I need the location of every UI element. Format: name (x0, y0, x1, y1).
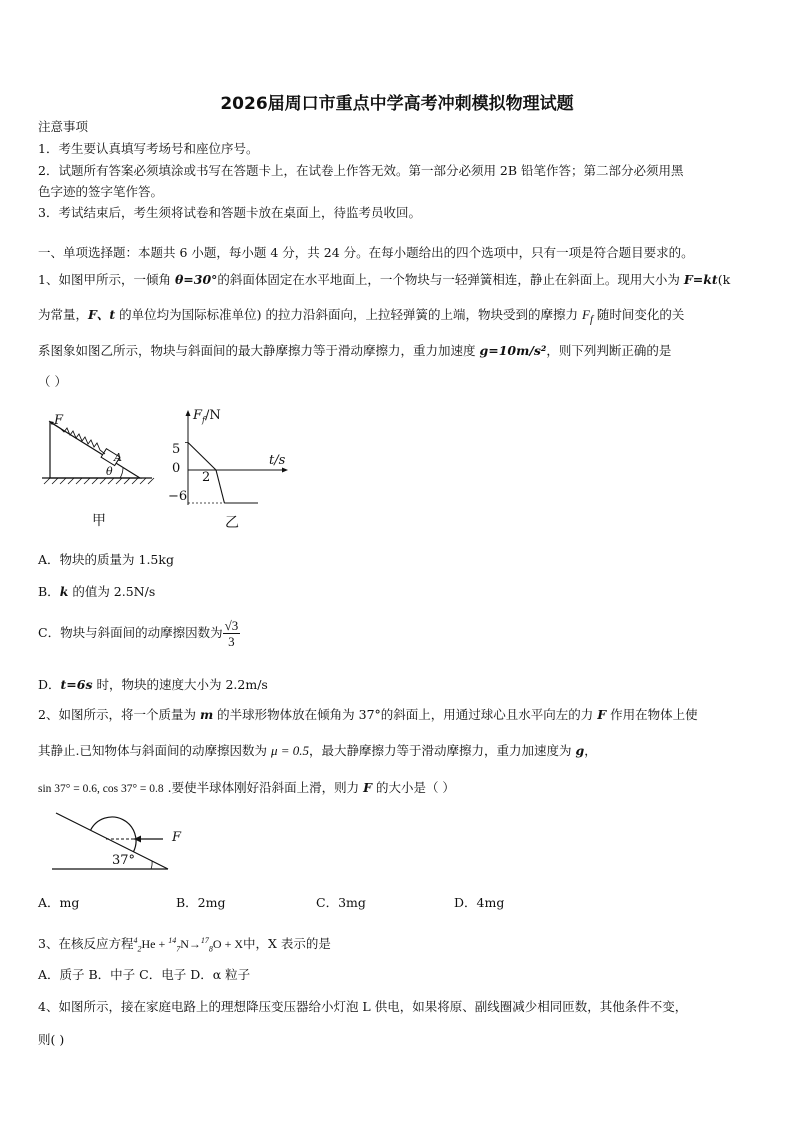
q1-option-c: C．物块与斜面间的动摩擦因数为 $\frac{√3}{3}$ (38, 618, 239, 649)
force-label: F (172, 830, 182, 845)
tick-label-0: 0 (172, 461, 181, 476)
q1-line-3 (38, 342, 671, 360)
notice-item-1: 1．考生要认真填写考场号和座位序号。 (38, 141, 259, 156)
fraction-sqrt3-over-3: $\frac{√3}{3}$ (224, 618, 239, 649)
tick-label-5: 5 (172, 442, 181, 457)
q1-text: (k (717, 272, 731, 287)
block-label: A (114, 451, 122, 464)
tick-label-2: 2 (202, 470, 211, 485)
force-label: F (54, 413, 64, 428)
notice-heading: 注意事项 (38, 119, 89, 134)
q1-text: 随时间变化的关 (592, 307, 685, 322)
notice-item-2-cont: 色字迹的签字笔作答。 (38, 184, 164, 199)
q2-figure (48, 810, 198, 875)
figure-caption-jia: 甲 (92, 513, 106, 529)
notice-item-3: 3．考试结束后，考生须将试卷和答题卡放在桌面上，待监考员收回。 (38, 205, 421, 220)
series-segment-0 (188, 443, 216, 471)
x-axis-arrow (282, 468, 288, 473)
y-axis-label: $F_f/N$ (193, 408, 221, 425)
q1-g: g=10m/s² (479, 343, 547, 358)
figure-caption-yi: 乙 (225, 515, 239, 531)
mu-value: μ = 0.5 (270, 743, 310, 758)
y-axis-arrow (186, 410, 191, 416)
q1-figure-yi (165, 405, 295, 530)
notice-item-2: 2．试题所有答案必须填涂或书写在答题卡上，在试卷上作答无效。第一部分必须用 2B 铅笔作答；第二部分必须用黑 (38, 163, 684, 178)
q1-fkt: F=kt (683, 272, 718, 287)
q1-text: ，则下列判断正确的是 (546, 343, 672, 358)
q4-line-1: 4、如图所示，接在家庭电路上的理想降压变压器给小灯泡 L 供电，如果将原、副线圈减少相同匝数，其他条件不变， (38, 999, 688, 1014)
q1-ff: $F_f$ (581, 307, 593, 326)
q1-option-b: B．k 的值为 2.5N/s (38, 584, 156, 599)
q1-line-2 (38, 306, 684, 329)
q4-line-2: 则( ) (38, 1032, 65, 1047)
q1-theta: θ=30° (174, 272, 218, 287)
q1-option-d: D．t=6s 时，物块的速度大小为 2.2m/s (38, 677, 268, 692)
q1-text: 系图象如图乙所示，物块与斜面间的最大静摩擦力等于滑动摩擦力，重力加速度 (38, 343, 480, 358)
q1-text: 的单位均为国际标准单位) 的拉力沿斜面向，上拉轻弹簧的上端，物块受到的摩擦力 (115, 307, 582, 322)
q2-option-d: D．4mg (454, 895, 505, 910)
q2-option-c: C．3mg (316, 895, 366, 910)
q1-text: 为常量， (38, 307, 89, 322)
q3-options: A．质子 B．中子 C．电子 D．α 粒子 (38, 967, 251, 982)
q3-line-1: 3、在核反应方程$^4_2$He + $^{14}_7$N→$^{17}_8$O + X中，X 表示的是 (38, 932, 331, 958)
q2-line-2: 其静止.已知物体与斜面间的动摩擦因数为 μ = 0.5，最大静摩擦力等于滑动摩擦力，重力加速度为 g， (38, 743, 597, 758)
q2-option-a: A．mg (38, 895, 80, 910)
angle-label: θ (106, 465, 113, 478)
series-segment-1 (216, 470, 224, 503)
q1-option-a: A．物块的质量为 1.5kg (38, 552, 174, 567)
nuclear-equation: $^4_2$He + $^{14}_7$N→$^{17}_8$O + X (133, 936, 244, 954)
x-axis-label: t/s (269, 453, 286, 468)
tick-label-minus-6: −6 (168, 489, 188, 504)
q2-option-b: B．2mg (176, 895, 226, 910)
q1-line-1 (38, 271, 730, 289)
q1-text: 1、如图甲所示，一倾角 (38, 272, 175, 287)
q1-text: 的斜面体固定在水平地面上，一个物块与一轻弹簧相连，静止在斜面上。现用大小为 (217, 272, 684, 287)
angle-label: 37° (112, 853, 136, 868)
section-heading: 一、单项选择题：本题共 6 小题，每小题 4 分，共 24 分。在每小题给出的四个选项中，只有一项是符合题目要求的。 (38, 245, 694, 260)
q2-line-3: sin 37° = 0.6, cos 37° = 0.8 .要使半球体刚好沿斜面上滑，则力 F 的大小是（ ） (38, 780, 455, 795)
q2-line-1: 2、如图所示，将一个质量为 m 的半球形物体放在倾角为 37°的斜面上，用通过球心且水平向左的力 F 作用在物体上使 (38, 707, 698, 722)
q1-answer-paren: （ ） (38, 374, 67, 389)
q1-ft: F、t (88, 307, 116, 322)
q1-figure-jia (40, 410, 155, 529)
page-title: 2026届周口市重点中学高考冲刺模拟物理试题 (220, 94, 574, 114)
